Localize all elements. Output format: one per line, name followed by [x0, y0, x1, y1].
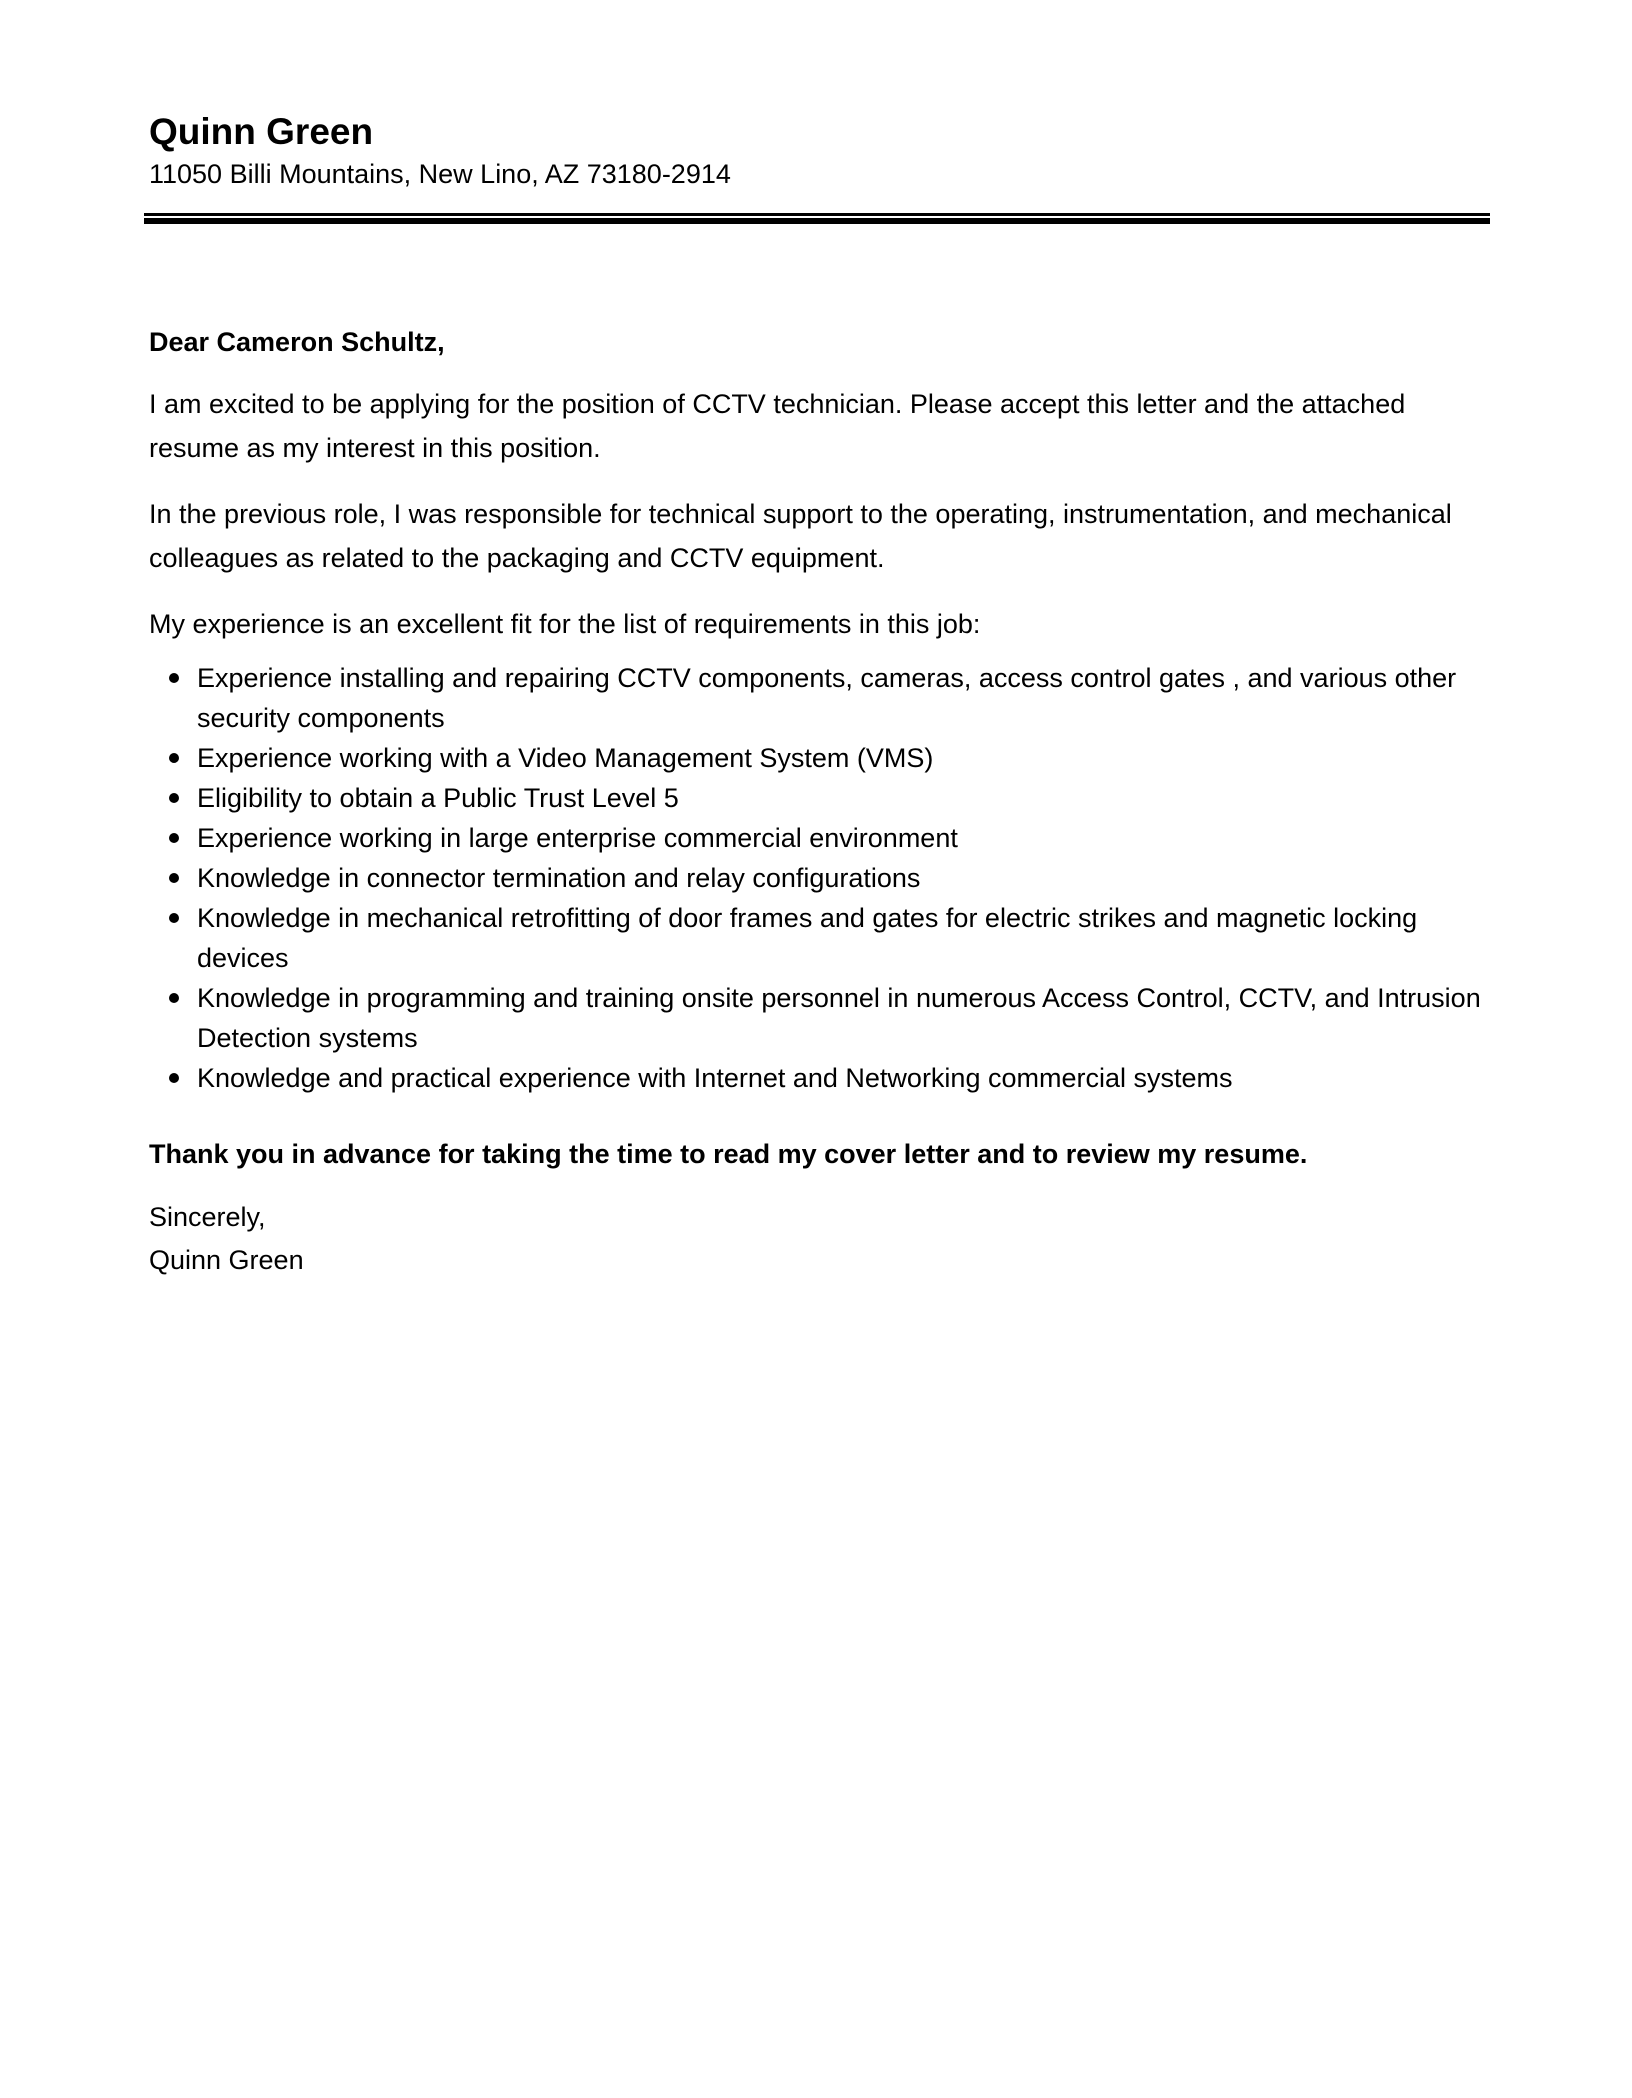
requirement-text: Knowledge in programming and training onsite personnel in numerous Access Control, CCTV, and Intrusion Detection systems: [197, 983, 1481, 1053]
requirement-text: Eligibility to obtain a Public Trust Level 5: [197, 783, 679, 813]
list-item: [149, 658, 1494, 738]
requirement-text: Experience installing and repairing CCTV components, cameras, access control gates , and various other security components: [197, 663, 1457, 733]
paragraph-fit: My experience is an excellent fit for the list of requirements in this job:: [149, 609, 981, 639]
bullet-icon: [169, 833, 179, 843]
greeting: Dear Cameron Schultz,: [149, 327, 445, 357]
paragraph-previous-role: In the previous role, I was responsible for technical support to the operating, instrumentation, and mechanical colleagues as related to the packaging and CCTV equipment.: [149, 499, 1452, 573]
requirement-text: Knowledge and practical experience with Internet and Networking commercial systems: [197, 1063, 1233, 1093]
requirement-text: Knowledge in connector termination and relay configurations: [197, 863, 921, 893]
letter-header: [149, 108, 1489, 192]
divider-thin-line: [144, 213, 1490, 216]
closing: Sincerely,: [149, 1202, 266, 1232]
divider-thick-line: [144, 218, 1490, 224]
bullet-icon: [169, 793, 179, 803]
paragraph-intro: I am excited to be applying for the position of CCTV technician. Please accept this letter and the attached resume as my interest in this position.: [149, 389, 1406, 463]
bullet-icon: [169, 873, 179, 883]
list-item: [149, 818, 1494, 858]
bullet-icon: [169, 1073, 179, 1083]
sender-address: 11050 Billi Mountains, New Lino, AZ 73180-2914: [149, 159, 731, 189]
list-item: [149, 778, 1494, 818]
list-item: [149, 738, 1494, 778]
requirement-text: Knowledge in mechanical retrofitting of door frames and gates for electric strikes and magnetic locking devices: [197, 903, 1418, 973]
requirement-text: Experience working with a Video Management System (VMS): [197, 743, 934, 773]
letter-body: [149, 322, 1494, 1282]
bullet-icon: [169, 673, 179, 683]
bullet-icon: [169, 913, 179, 923]
sender-name: Quinn Green: [149, 111, 374, 152]
bullet-icon: [169, 993, 179, 1003]
list-item: [149, 858, 1494, 898]
requirements-list: [149, 658, 1494, 1098]
bullet-icon: [169, 753, 179, 763]
signature: Quinn Green: [149, 1245, 304, 1275]
list-item: [149, 898, 1494, 978]
list-item: [149, 978, 1494, 1058]
list-item: [149, 1058, 1494, 1098]
header-divider: [144, 213, 1490, 224]
requirement-text: Experience working in large enterprise commercial environment: [197, 823, 958, 853]
thank-you-line: Thank you in advance for taking the time to read my cover letter and to review my resume.: [149, 1139, 1308, 1169]
